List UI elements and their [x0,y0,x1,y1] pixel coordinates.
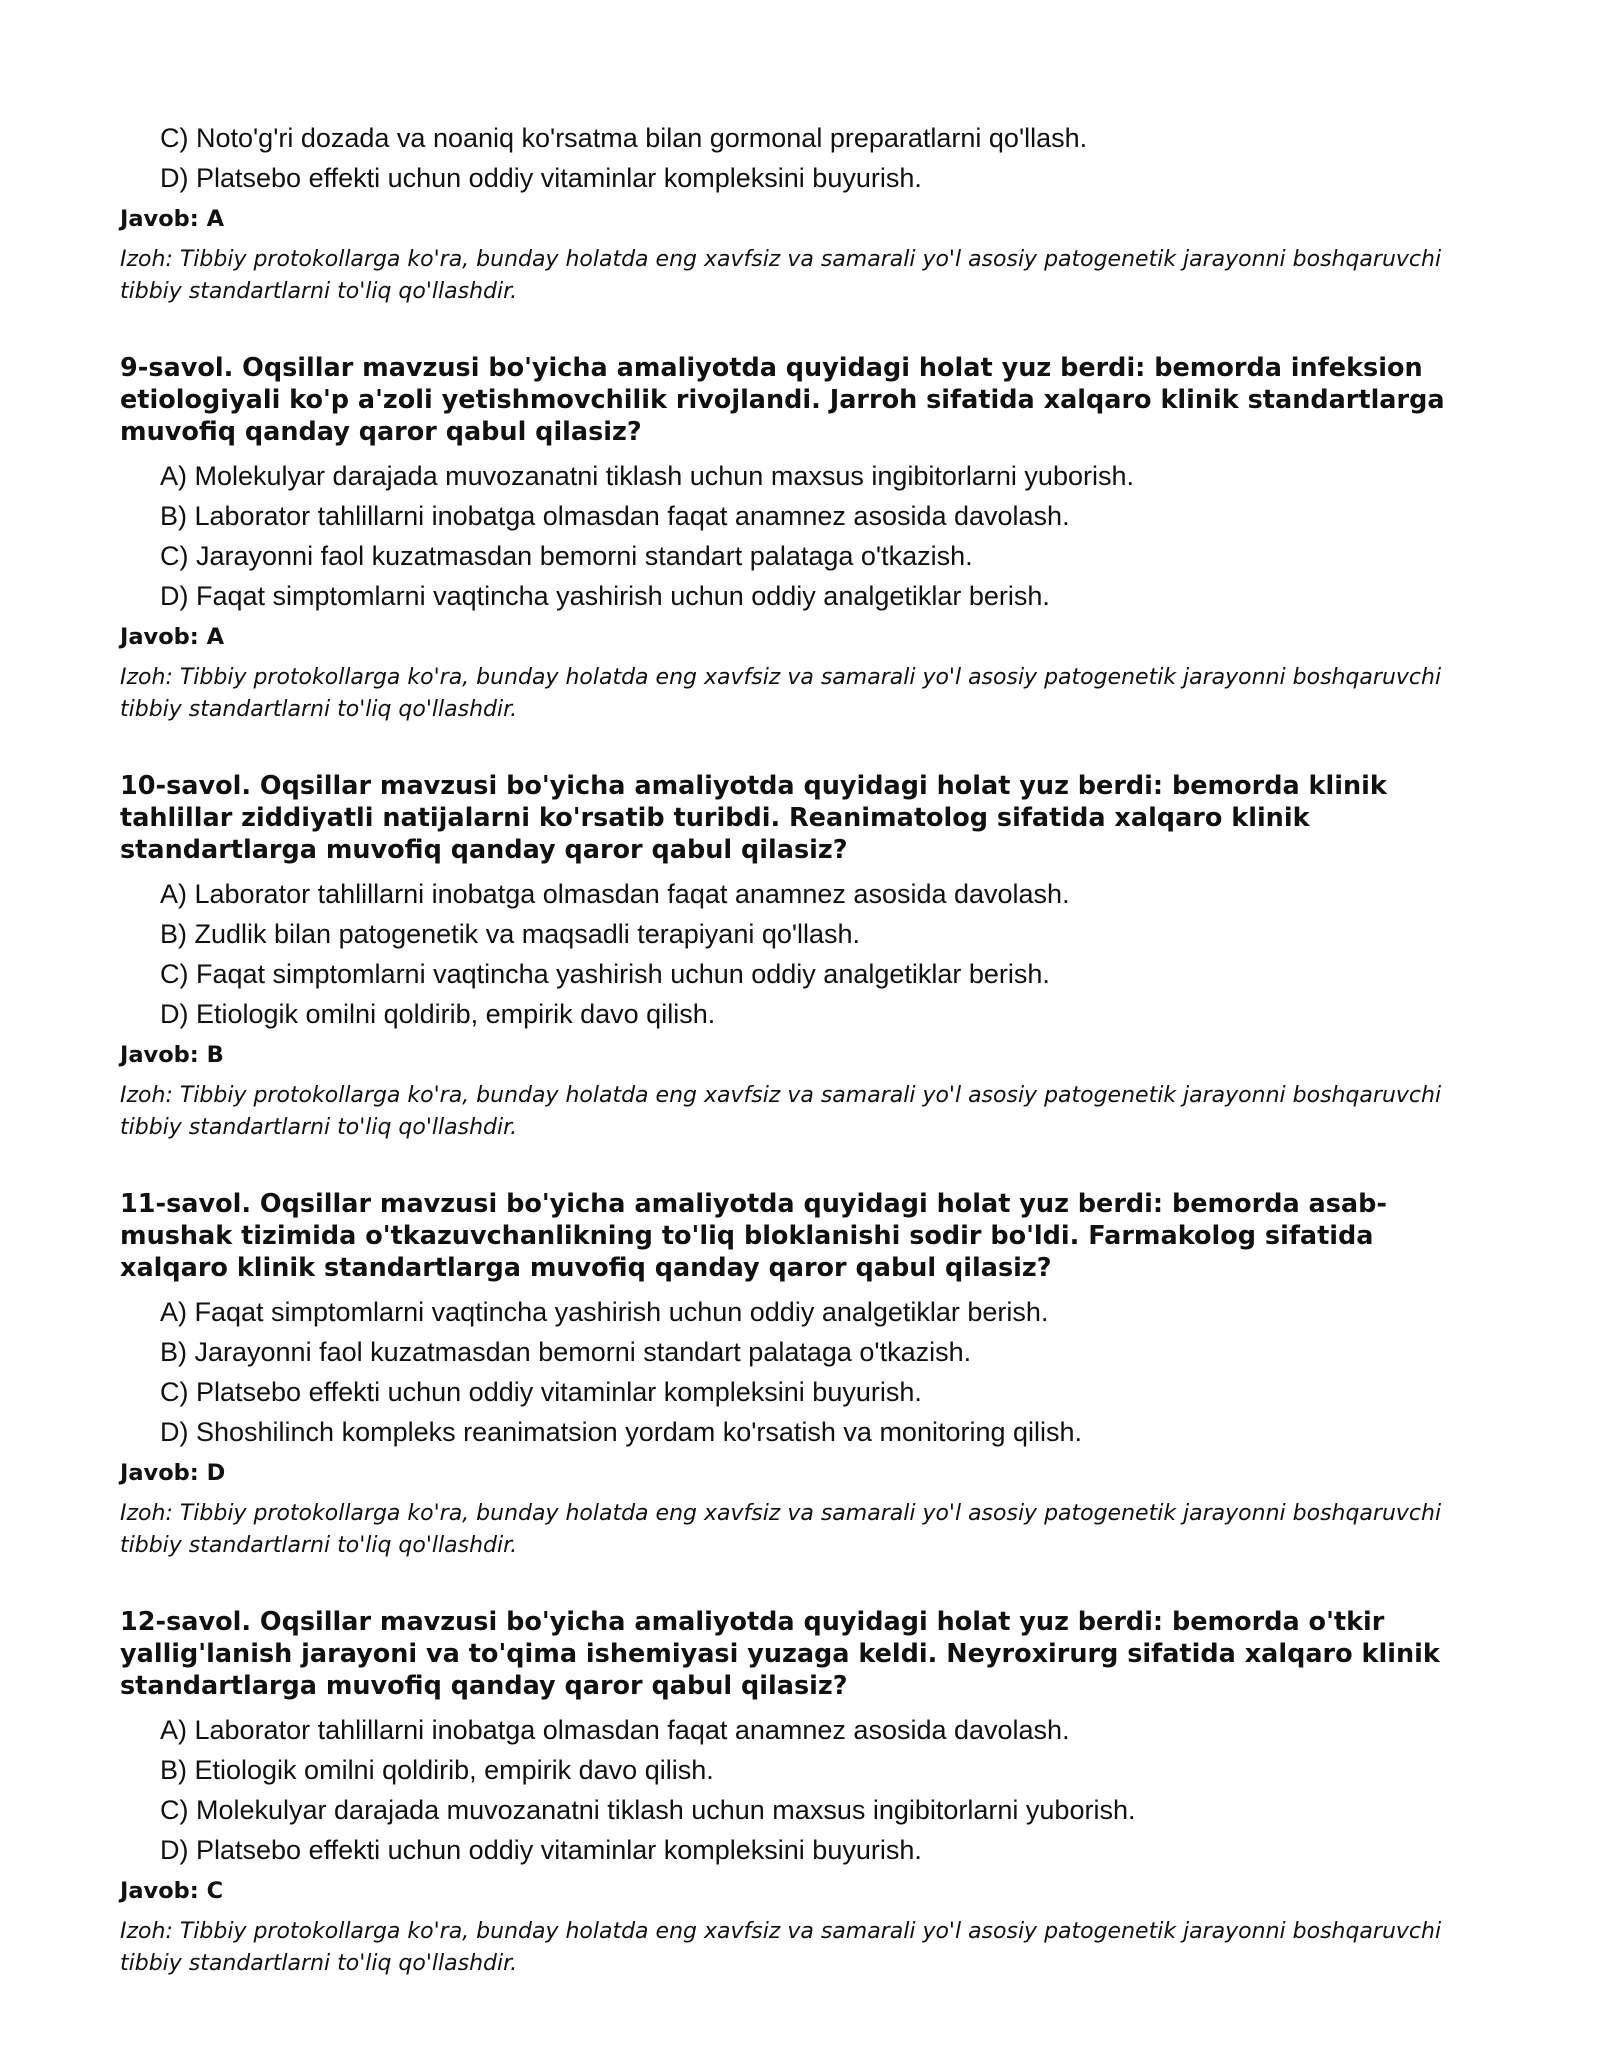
question-9 [120,352,1450,726]
question-fragment [120,118,1450,308]
option-d: D) Platsebo effekti uchun oddiy vitaminlar kompleksini buyurish. [160,163,922,193]
option-d: D) Etiologik omilni qoldirib, empirik davo qilish. [160,999,716,1029]
question-11 [120,1188,1450,1562]
document-page [120,118,1450,1980]
explanation-note: Izoh: Tibbiy protokollarga ko'ra, bunday holatda eng xavfsiz va samarali yo'l asosiy patogenetik jarayonni boshqaruvchi tibbiy standartlarni to'liq qo'llashdir. [120,1919,1442,1976]
answer: Javob: A [120,206,225,232]
answer: Javob: B [120,1042,224,1068]
option-c: C) Jarayonni faol kuzatmasdan bemorni standart palataga o'tkazish. [160,541,973,571]
option-b: B) Etiologik omilni qoldirib, empirik davo qilish. [160,1755,714,1785]
explanation-note: Izoh: Tibbiy protokollarga ko'ra, bunday holatda eng xavfsiz va samarali yo'l asosiy patogenetik jarayonni boshqaruvchi tibbiy standartlarni to'liq qo'llashdir. [120,1501,1442,1558]
question-title: 11-savol. Oqsillar mavzusi bo'yicha amaliyotda quyidagi holat yuz berdi: bemorda asab-mushak tizimida o'tkazuvchanlikning to'liq bloklanishi sodir bo'ldi. Farmakolog sifatida xalqaro klinik standartlarga muvofiq qanday qaror qabul qilasiz? [120,1189,1387,1283]
option-a: A) Laborator tahlillarni inobatga olmasdan faqat anamnez asosida davolash. [160,879,1070,909]
option-b: B) Jarayonni faol kuzatmasdan bemorni standart palataga o'tkazish. [160,1337,972,1367]
explanation-note: Izoh: Tibbiy protokollarga ko'ra, bunday holatda eng xavfsiz va samarali yo'l asosiy patogenetik jarayonni boshqaruvchi tibbiy standartlarni to'liq qo'llashdir. [120,247,1442,304]
question-title: 12-savol. Oqsillar mavzusi bo'yicha amaliyotda quyidagi holat yuz berdi: bemorda o'tkir yallig'lanish jarayoni va to'qima ishemiyasi yuzaga keldi. Neyroxirurg sifatida xalqaro klinik standartlarga muvofiq qanday qaror qabul qilasiz? [120,1607,1440,1701]
explanation-note: Izoh: Tibbiy protokollarga ko'ra, bunday holatda eng xavfsiz va samarali yo'l asosiy patogenetik jarayonni boshqaruvchi tibbiy standartlarni to'liq qo'llashdir. [120,1083,1442,1140]
option-b: B) Zudlik bilan patogenetik va maqsadli terapiyani qo'llash. [160,919,861,949]
option-c: C) Noto'g'ri dozada va noaniq ko'rsatma bilan gormonal preparatlarni qo'llash. [160,123,1088,153]
answer: Javob: D [120,1460,226,1486]
question-10 [120,770,1450,1144]
option-b: B) Laborator tahlillarni inobatga olmasdan faqat anamnez asosida davolash. [160,501,1070,531]
option-a: A) Laborator tahlillarni inobatga olmasdan faqat anamnez asosida davolash. [160,1715,1070,1745]
option-d: D) Faqat simptomlarni vaqtincha yashirish uchun oddiy analgetiklar berish. [160,581,1050,611]
answer: Javob: A [120,624,225,650]
option-a: A) Molekulyar darajada muvozanatni tiklash uchun maxsus ingibitorlarni yuborish. [160,461,1134,491]
option-d: D) Shoshilinch kompleks reanimatsion yordam ko'rsatish va monitoring qilish. [160,1417,1083,1447]
option-c: C) Faqat simptomlarni vaqtincha yashirish uchun oddiy analgetiklar berish. [160,959,1050,989]
option-a: A) Faqat simptomlarni vaqtincha yashirish uchun oddiy analgetiklar berish. [160,1297,1049,1327]
question-12 [120,1606,1450,1980]
answer: Javob: C [120,1878,224,1904]
question-title: 9-savol. Oqsillar mavzusi bo'yicha amaliyotda quyidagi holat yuz berdi: bemorda infeksion etiologiyali ko'p a'zoli yetishmovchilik rivojlandi. Jarroh sifatida xalqaro klinik standartlarga muvofiq qanday qaror qabul qilasiz? [120,353,1445,447]
option-c: C) Platsebo effekti uchun oddiy vitaminlar kompleksini buyurish. [160,1377,922,1407]
explanation-note: Izoh: Tibbiy protokollarga ko'ra, bunday holatda eng xavfsiz va samarali yo'l asosiy patogenetik jarayonni boshqaruvchi tibbiy standartlarni to'liq qo'llashdir. [120,665,1442,722]
option-c: C) Molekulyar darajada muvozanatni tiklash uchun maxsus ingibitorlarni yuborish. [160,1795,1136,1825]
option-d: D) Platsebo effekti uchun oddiy vitaminlar kompleksini buyurish. [160,1835,922,1865]
question-title: 10-savol. Oqsillar mavzusi bo'yicha amaliyotda quyidagi holat yuz berdi: bemorda klinik tahlillar ziddiyatli natijalarni ko'rsatib turibdi. Reanimatolog sifatida xalqaro klinik standartlarga muvofiq qanday qaror qabul qilasiz? [120,771,1387,865]
